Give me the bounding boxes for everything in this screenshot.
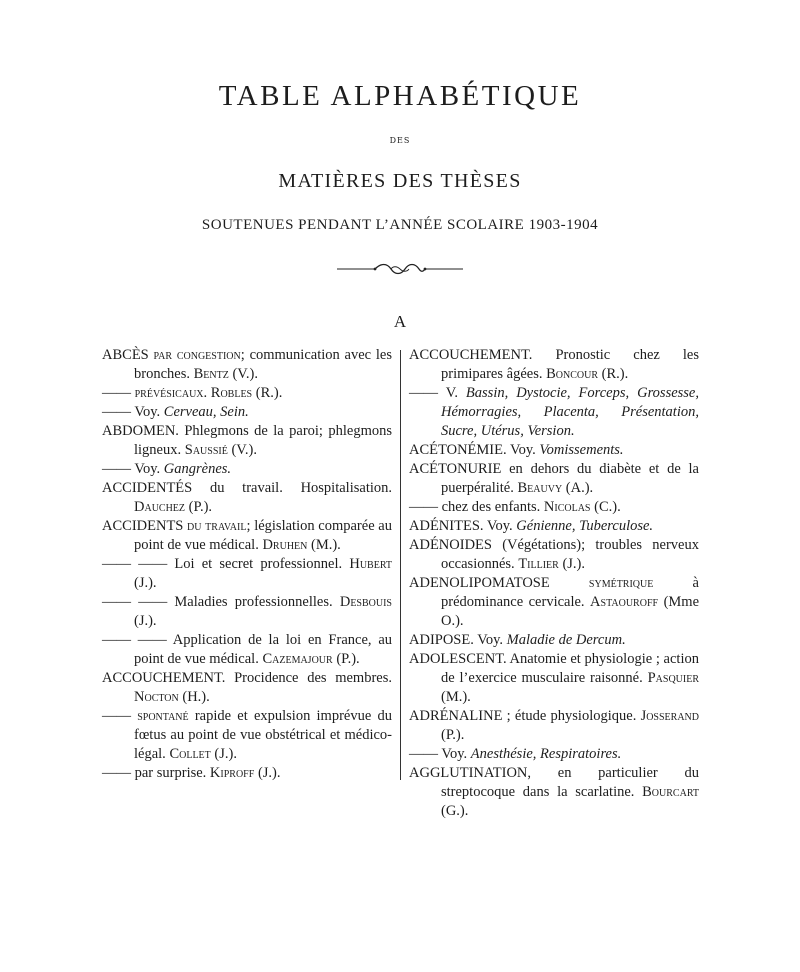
entry-author: Druhen — [262, 537, 308, 553]
entry-author-initial: (P.). — [441, 727, 465, 743]
entry-heading: ACCIDENTÉS du travail. Hospitalisation. — [102, 480, 392, 496]
index-entry — [102, 593, 392, 631]
entry-author: Desbouis — [339, 594, 392, 610]
entry-author-initial: (M.). — [441, 689, 471, 705]
index-entry — [409, 764, 699, 821]
entry-author: Boncour — [546, 366, 598, 382]
entry-heading: —— — [102, 385, 131, 401]
column-divider — [400, 350, 401, 780]
entry-heading: —— chez des enfants. — [409, 499, 544, 515]
entry-heading: —— —— Application de la loi en France, au point de vue médical. — [102, 632, 392, 667]
entry-heading: ADÉNITES. Voy. — [409, 518, 517, 534]
entry-author-initial: (J.). — [134, 575, 157, 591]
page-subtitle: MATIÈRES DES THÈSES — [278, 170, 522, 192]
index-entry — [102, 631, 392, 669]
entry-text: rapide et expulsion imprévue du fœtus au point de vue obstétrical et médico-légal. — [134, 708, 392, 762]
index-entry — [409, 745, 699, 764]
entry-author-initial: (R.). — [598, 366, 629, 382]
title-connector: DES — [389, 136, 411, 145]
entry-author: Josserand — [640, 708, 699, 724]
ornament-divider — [335, 262, 465, 276]
entry-heading: ABDOMEN. Phlegmons de la paroi; phlegmons ligneux. — [102, 423, 392, 458]
entry-qualifier: par congestion — [153, 347, 241, 363]
entry-author-initial: (V.). — [227, 442, 257, 458]
entry-author-initial: (P.). — [185, 499, 213, 515]
section-letter: A — [393, 312, 407, 331]
entry-text: à prédominance cervicale. — [441, 575, 699, 610]
entry-author-initial: (H.). — [178, 689, 210, 705]
entry-heading: —— Voy. — [102, 461, 164, 477]
entry-author: Dauchez — [134, 499, 186, 515]
index-entry — [409, 498, 699, 517]
entry-heading: ACÉTONÉMIE. Voy. — [409, 442, 540, 458]
index-entry — [102, 403, 392, 422]
entry-author: Bentz — [193, 366, 229, 382]
entry-author: Bourcart — [642, 784, 699, 800]
entry-heading: ABCÈS — [102, 347, 154, 363]
entry-crossref: Bassin, Dystocie, Forceps, Grossesse, Hémorragies, Placenta, Présentation, Sucre, Utérus, Version. — [441, 385, 699, 439]
entry-heading: —— Voy. — [102, 404, 164, 420]
entry-crossref: Vomissements. — [539, 442, 624, 458]
entry-text: ; communication avec les bronches. — [134, 347, 392, 382]
entry-author-initial: (V.). — [228, 366, 258, 382]
entry-text: ; législation comparée au point de vue médical. — [134, 518, 392, 553]
index-entry — [409, 631, 699, 650]
entry-crossref: Maladie de Dercum. — [506, 632, 626, 648]
index-entry — [102, 422, 392, 460]
entry-crossref: Gangrènes. — [163, 461, 232, 477]
entry-crossref: Cerveau, Sein. — [163, 404, 249, 420]
entry-qualifier: symétrique — [588, 575, 654, 591]
entry-author: Hubert — [349, 556, 392, 572]
page-title: TABLE ALPHABÉTIQUE — [218, 80, 582, 112]
index-entry — [409, 441, 699, 460]
entry-author: Tillier — [518, 556, 559, 572]
entry-author-initial: (Mme O.). — [441, 594, 699, 629]
entry-heading: —— V. — [409, 385, 466, 401]
index-entry — [102, 479, 392, 517]
entry-heading: —— par surprise. — [102, 765, 210, 781]
left-column — [102, 346, 392, 783]
entry-heading: ADOLESCENT. Anatomie et physiologie ; action de l’exercice musculaire raisonné. — [409, 651, 699, 686]
entry-author: Pasquier — [647, 670, 699, 686]
entry-author: Cazemajour — [262, 651, 333, 667]
entry-heading: ADIPOSE. Voy. — [409, 632, 507, 648]
index-entry — [102, 346, 392, 384]
entry-author-initial: (G.). — [441, 803, 469, 819]
entry-author: Beauvy — [517, 480, 563, 496]
index-entry — [409, 517, 699, 536]
entry-author-initial: (R.). — [252, 385, 283, 401]
index-entry — [409, 574, 699, 631]
index-entry — [409, 650, 699, 707]
entry-author: Kiproff — [209, 765, 255, 781]
index-entry — [409, 707, 699, 745]
entry-heading: AGGLUTINATION, en particulier du streptocoque dans la scarlatine. — [409, 765, 699, 800]
entry-author-initial: (C.). — [590, 499, 621, 515]
entry-heading: ACÉTONURIE en dehors du diabète et de la puerpéralité. — [409, 461, 699, 496]
index-entry — [409, 384, 699, 441]
entry-author-initial: (M.). — [307, 537, 341, 553]
entry-crossref: Génienne, Tuberculose. — [516, 518, 654, 534]
entry-author: Robles — [210, 385, 253, 401]
index-entry — [102, 517, 392, 555]
entry-author: Astaouroff — [590, 594, 659, 610]
index-entry — [102, 384, 392, 403]
entry-heading: ADÉNOIDES (Végétations); troubles nerveux occasionnés. — [409, 537, 699, 572]
entry-author-initial: (J.). — [558, 556, 586, 572]
index-entry — [409, 460, 699, 498]
index-entry — [409, 536, 699, 574]
entry-heading: ADENOLIPOMATOSE — [409, 575, 589, 591]
year-line: SOUTENUES PENDANT L’ANNÉE SCOLAIRE 1903-1904 — [201, 217, 599, 233]
index-entry — [102, 669, 392, 707]
entry-heading: —— —— Maladies professionnelles. — [102, 594, 340, 610]
right-column — [409, 346, 699, 821]
entry-heading: ACCOUCHEMENT. Procidence des membres. — [102, 670, 392, 686]
entry-author: Nocton — [134, 689, 179, 705]
entry-author-initial: (A.). — [562, 480, 594, 496]
index-entry — [102, 555, 392, 593]
entry-crossref: Anesthésie, Respiratoires. — [470, 746, 622, 762]
index-entry — [102, 764, 392, 783]
index-entry — [409, 346, 699, 384]
entry-heading: ADRÉNALINE ; étude physiologique. — [409, 708, 641, 724]
entry-heading: —— Voy. — [409, 746, 471, 762]
entry-qualifier: du travail — [187, 518, 247, 534]
entry-author: Nicolas — [543, 499, 591, 515]
entry-author-initial: (J.). — [210, 746, 237, 762]
entry-heading: —— — [102, 708, 131, 724]
entry-author: Collet — [169, 746, 211, 762]
entry-heading: ACCOUCHEMENT. Pronostic chez les primipares âgées. — [409, 347, 699, 382]
entry-qualifier: spontané — [131, 708, 189, 724]
entry-author-initial: (J.). — [134, 613, 157, 629]
entry-heading: —— —— Loi et secret professionnel. — [102, 556, 350, 572]
entry-author-initial: (P.). — [332, 651, 360, 667]
entry-heading: ACCIDENTS — [102, 518, 188, 534]
entry-qualifier: prévésicaux. — [131, 385, 211, 401]
index-entry — [102, 460, 392, 479]
entry-author: Saussié — [184, 442, 228, 458]
entry-author-initial: (J.). — [254, 765, 281, 781]
index-entry — [102, 707, 392, 764]
